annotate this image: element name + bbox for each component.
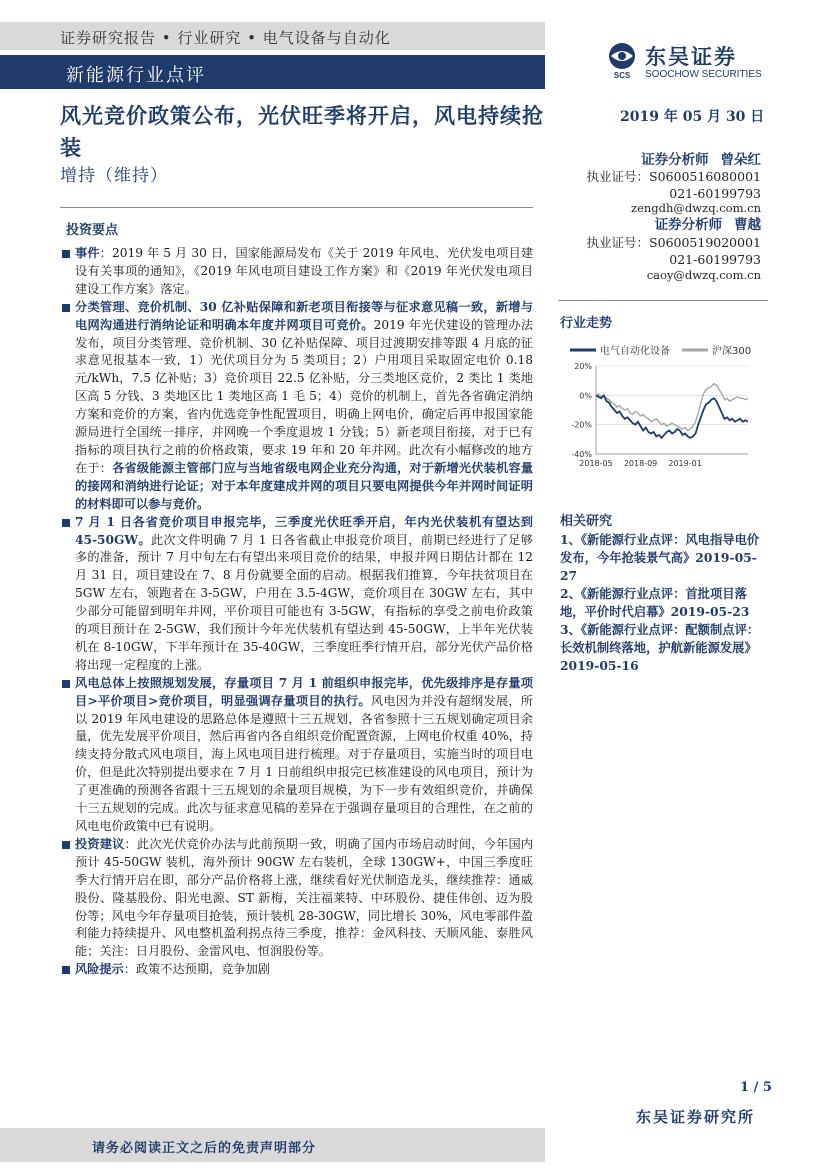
analyst-1-header [641,151,761,169]
y-tick-label: 20% [574,362,592,371]
research-item[interactable]: 3、《新能源行业点评：配额制点评：长效机制终落地，护航新能源发展》2019-05-16 [560,622,760,673]
trend-title: 行业走势 [560,316,613,331]
analyst-1-cert: 执业证号：S0600516080001 [586,169,761,184]
series-line-electrical-equipment [596,395,748,438]
report-type: 新能源行业点评 [66,65,206,86]
summary-recommendation: 投资建议：此次光伏竞价办法与此前预期一致，明确了国内市场启动时间，今年国内预计 45-50GW 装机，海外预计 90GW 左右装机，全球 130GW+，中国三季度旺季大行情开启在即，部分产品价格将上涨，继续看好光伏制造龙头，继续推荐：通威股份、隆基股份、阳光电源、ST 新梅，关注福莱特、中环股份、捷佳伟创、迈为股份等；风电今年存量项目抢装，预计装机 28-30GW，同比增长 30%，风电零部件盈利能力持续提升、风电整机盈利拐点待三季度，推荐：金风科技、天顺风能、泰胜风能；关注：日月股份、金雷风电、恒润股份等。 [60,836,533,961]
analyst-2-phone: 021-60199793 [669,252,761,267]
analyst-1-name: 曾朵红 [720,152,761,168]
logo-english: SOOCHOW SECURITIES [645,69,762,80]
industry-trend-chart [558,338,768,473]
series-line-csi300 [596,384,748,431]
analyst-2-email[interactable]: caoy@dwzq.com.cn [646,268,761,282]
research-item[interactable]: 2、《新能源行业点评：首批项目落地，平价时代启幕》2019-05-23 [560,586,750,619]
disclaimer-note: 请务必阅读正文之后的免责声明部分 [92,1141,317,1156]
research-title: 相关研究 [560,514,613,529]
summary-wind: 风电总体上按照规划发展，存量项目 7 月 1 前组织申报完毕，优先级排序是存量项目>平价项目>竞价项目，明显强调存量项目的执行。风电因为并没有超纲发展，所以 2019 年风电建设的思路总体是遵照十三五规划，各省参照十三五规划确定项目余量，优先发展平价项目，然后再省内各自组织竞价配置资源，上网电价权重 40%，持续支持分散式风电项目，海上风电项目进行梳理。对于存量项目，实施当时的项目电价，但是此次特别提出要求在 7 月 1 日前组织申报完已核准建设的风电项目，预计为了更准确的预测各省跟十三五规划的余量项目规模，为下一步有效组织竞价，并确保十三五规划的完成。此次与征求意见稿的差异在于强调存量项目的合理性，在之前的风电电价政策中已有说明。 [60,675,533,836]
analyst-1-role: 证券分析师 [641,152,709,168]
analyst-2-cert-no: S0600519020001 [649,235,761,250]
report-date: 2019 年 05 月 30 日 [620,109,765,125]
summary-risk: 风险提示：政策不达预期，竞争加剧 [60,961,533,979]
analyst-1-cert-no: S0600516080001 [649,169,761,184]
research-item[interactable]: 1、《新能源行业点评：风电指导电价发布，今年抢装景气高》2019-05-27 [560,532,760,583]
x-tick-label: 2019-01 [668,459,702,468]
x-tick-label: 2018-09 [623,459,658,468]
logo-chinese: 东吴证券 [645,44,737,69]
analyst-1-email[interactable]: zengdh@dwzq.com.cn [631,201,761,215]
legend-label: 沪深300 [712,346,752,357]
y-tick-label: 0% [579,391,592,401]
analyst-2-cert: 执业证号：S0600519020001 [586,235,761,250]
breadcrumb: 证券研究报告 • 行业研究 • 电气设备与自动化 [60,29,391,47]
analyst-2-header [655,216,761,234]
logo-mark: SCS [613,71,631,80]
summary-event: 事件：2019 年 5 月 30 日，国家能源局发布《关于 2019 年风电、光伏发电项目建设有关事项的通知》，《2019 年风电项目建设工作方案》和《2019 年光伏发电项目建设工作方案》落定。 [60,245,533,299]
related-research-list [560,531,770,675]
y-tick-label: -20% [571,420,592,430]
x-tick-label: 2018-05 [579,459,613,468]
analyst-2-name: 曹越 [734,217,761,233]
rating: 增持（维持） [60,166,168,186]
analyst-1-phone: 021-60199793 [669,186,761,201]
page-title: 风光竞价政策公布，光伏旺季将开启，风电持续抢装 [60,103,544,160]
soochow-logo-icon [604,42,640,80]
summary-divider [60,207,533,208]
page-number: 1 / 5 [740,1080,772,1095]
y-tick-label: -40% [571,450,592,459]
analyst-2-role: 证券分析师 [654,217,723,233]
legend-label: 电气自动化设备 [600,346,670,357]
summary-solar: 7 月 1 日各省竞价项目申报完毕，三季度光伏旺季开启，年内光伏装机有望达到 45-50GW。此次文件明确 7 月 1 日各省截止申报竞价项目，前期已经进行了足够多的准备，预计 7 月中旬左右有望出来项目竞价的结果，申报并网日期估计都在 12 月 31 日，项目建设在 7、8 月份就要全面的启动。根据我们推算，今年扶贫项目在 5GW 左右，领跑者在 3-5GW，户用在 3.5-4GW，竞价项目在 30GW 左右，其中少部分可能留到明年并网，平价项目可能也有 3-5GW，有指标的享受之前电价政策的项目预计在 2-5GW，我们预计今年光伏装机有望达到 45-50GW，上半年光伏装机在 8-10GW，下半年预计在 35-40GW，三季度旺季行情开启，部分光伏产品价格将出现一定程度的上涨。 [60,514,533,675]
sidebar-divider [558,300,768,301]
summary-title: 投资要点 [66,223,119,238]
institute-name: 东吴证券研究所 [636,1108,756,1126]
summary-policy: 分类管理、竞价机制、30 亿补贴保障和新老项目衔接等与征求意见稿一致，新增与电网沟通进行消纳论证和明确本年度并网项目可竞价。2019 年光伏建设的管理办法发布，项目分类管理、竞价机制、30 亿补贴保障、项目过渡期安排等跟 4 月底的征求意见报基本一致，1）光伏项目分为 5 类项目；2）户用项目采取固定电价 0.18 元/kWh，7.5 亿补贴；3）竞价项目 22.5 亿补贴，分三类地区竞价，2 类比 1 类地区高 5 分钱、3 类地区比 1 类地区高 1 毛 5；4）竞价的机制上，首先各省确定消纳方案和竞价的方案，省内优选竞争性配置项目，明确上网电价，确定后再申报国家能源局进行全国统一排序，并网晚一个季度退坡 1 分钱；5）新老项目衔接，对于已有指标的项目执行之前的价格政策，要求 19 年和 20 年并网。此次有小幅修改的地方在于：各省级能源主管部门应与当地省级电网企业充分沟通，对于新增光伏装机容量的接网和消纳进行论证；对于本年度建成并网的项目只要电网提供今年并网时间证明的材料即可以参与竞价。 [60,299,533,514]
investment-summary [60,233,533,979]
